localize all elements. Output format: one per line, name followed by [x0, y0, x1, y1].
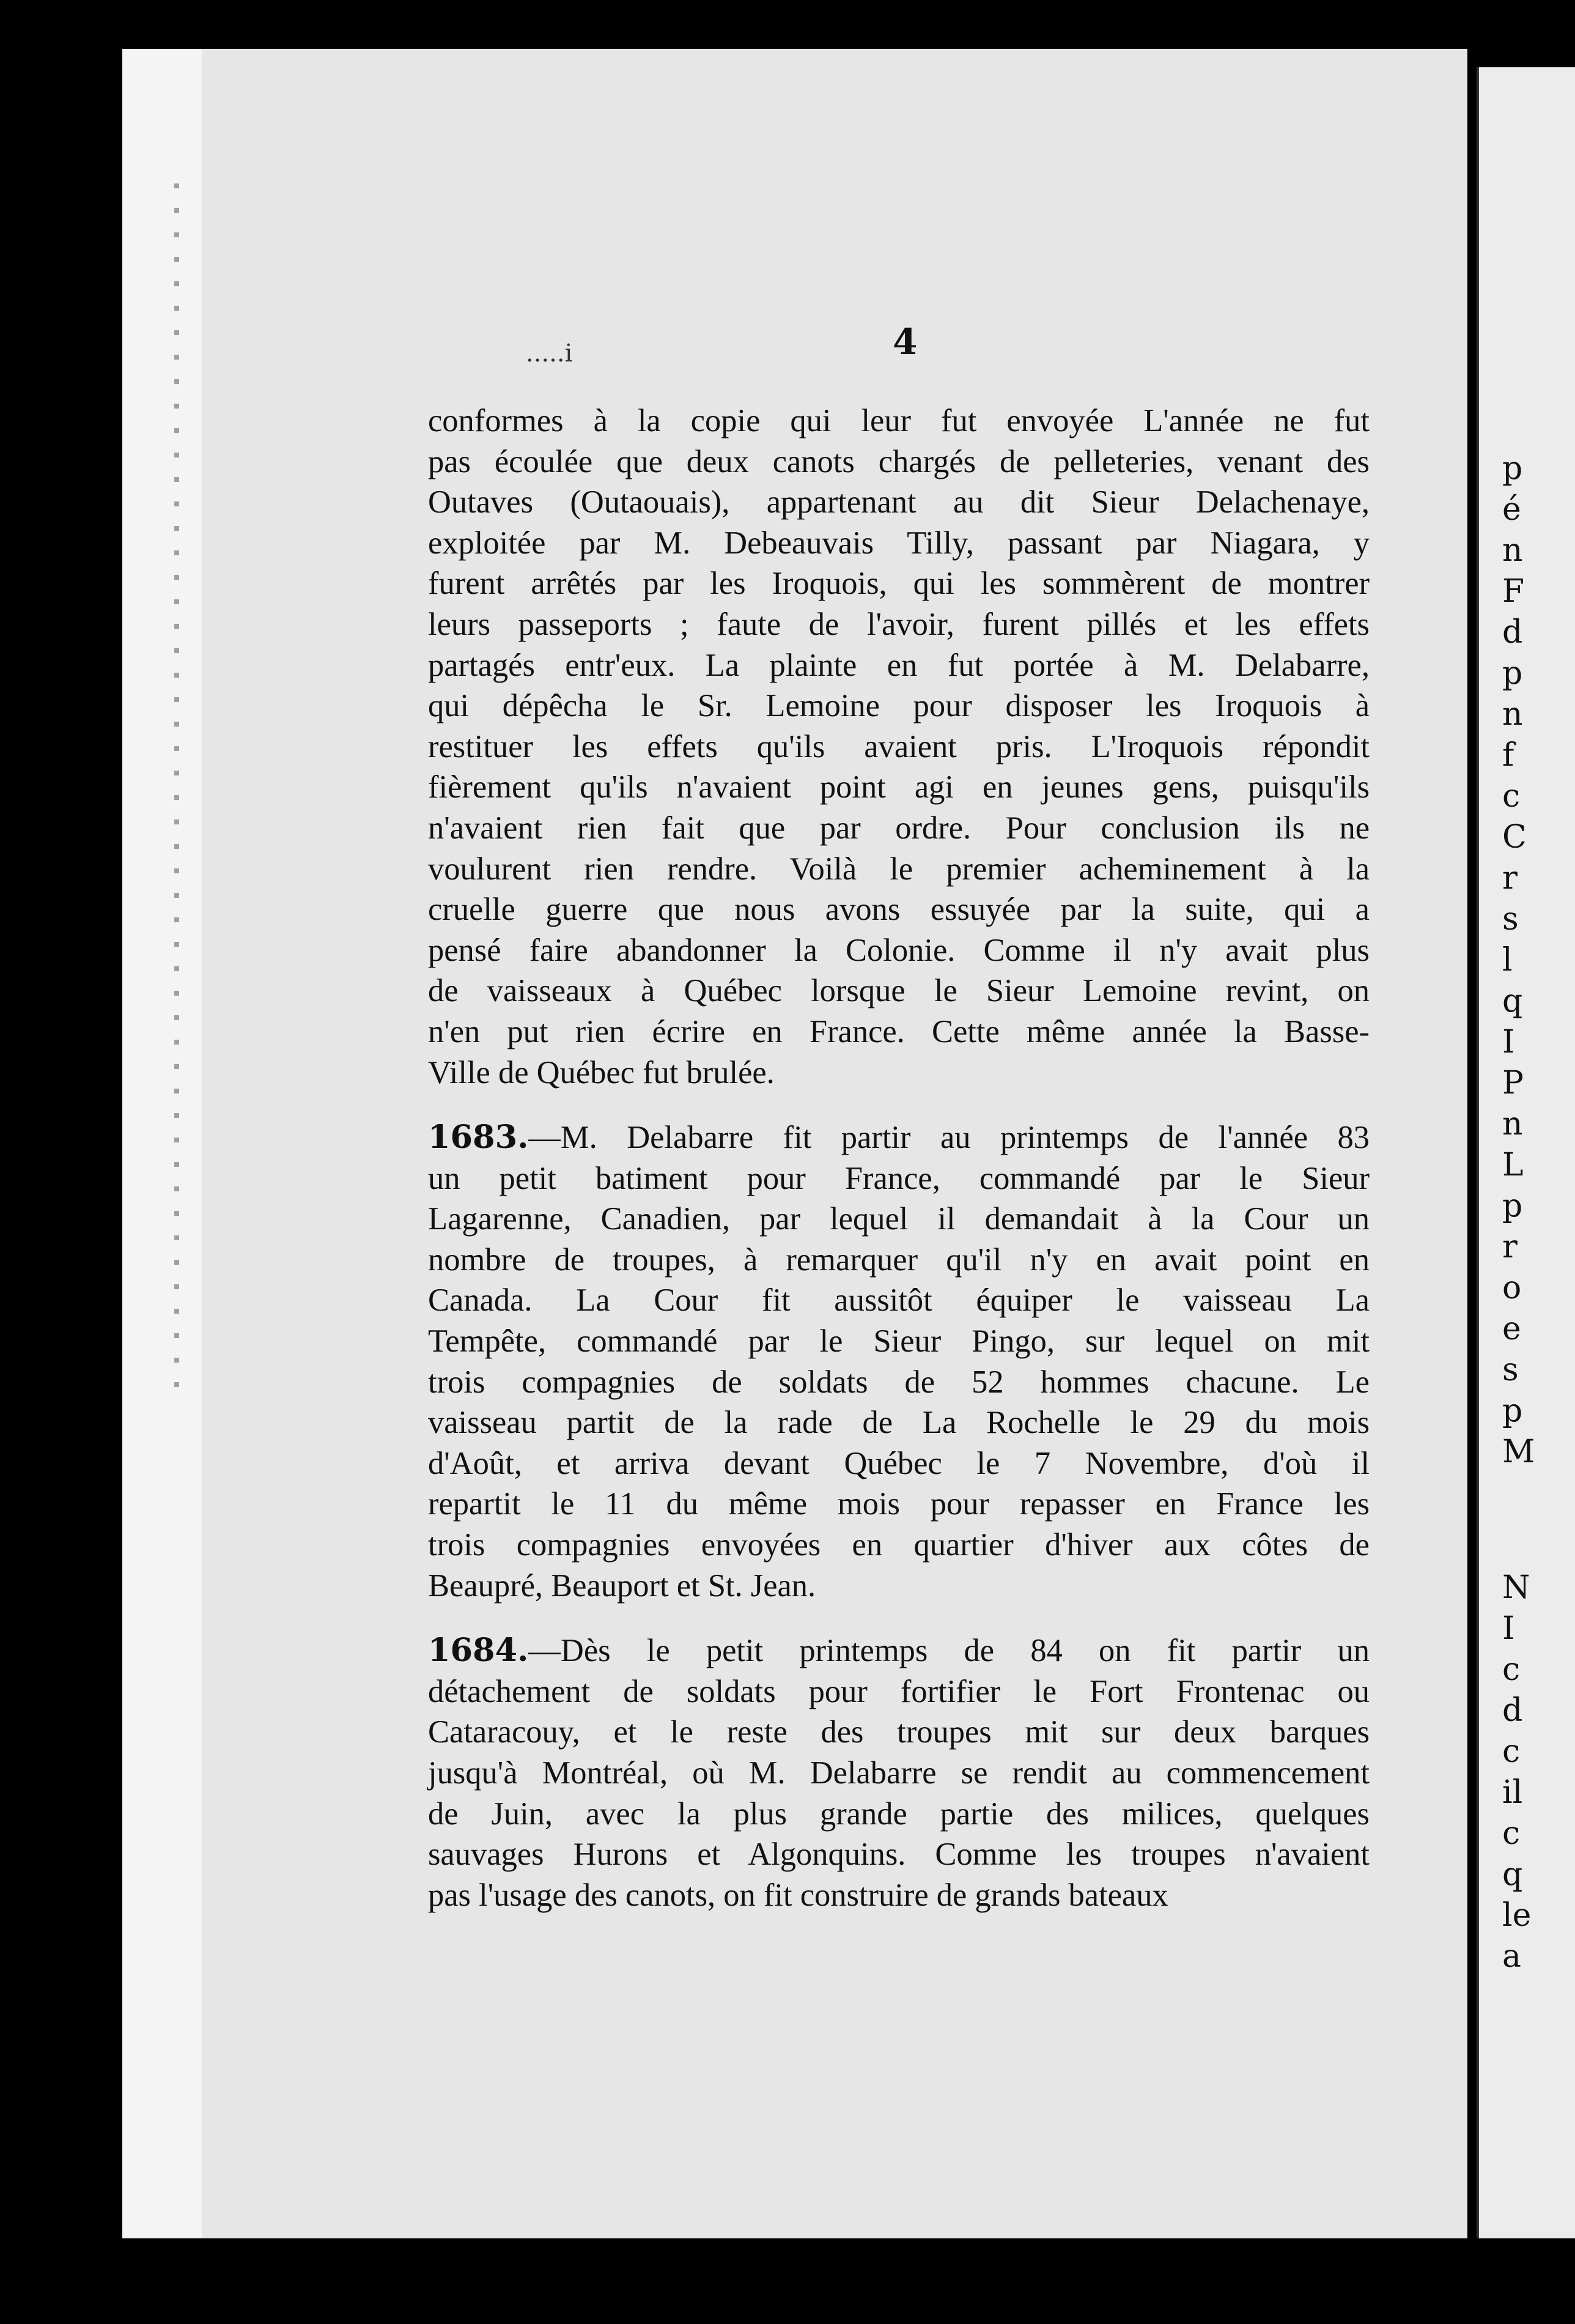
next-page-letter: p — [1502, 655, 1523, 692]
next-page-letter: I — [1502, 1610, 1515, 1647]
next-page-letter: q — [1502, 1856, 1523, 1893]
line-text: de vaisseaux à Québec lorsque le Sieur Lemoine revint, on — [428, 973, 1370, 1009]
text-line — [428, 727, 1370, 768]
text-line — [428, 442, 1370, 483]
line-text: Outaves (Outaouais), appartenant au dit Sieur Delachenaye, — [428, 484, 1370, 520]
text-line — [428, 1158, 1370, 1199]
next-page-letter: a — [1502, 1938, 1522, 1975]
line-text: détachement de soldats pour fortifier le Fort Frontenac ou — [428, 1673, 1370, 1709]
line-text: partagés entr'eux. La plainte en fut portée à M. Delabarre, — [428, 647, 1370, 683]
text-line — [428, 1321, 1370, 1362]
text-line — [428, 971, 1370, 1012]
paragraph — [428, 1117, 1370, 1606]
next-page-letter: n — [1502, 696, 1523, 733]
line-text: —M. Delabarre fit partir au printemps de l'année 83 — [528, 1120, 1370, 1156]
line-text: voulurent rien rendre. Voilà le premier acheminement à la — [428, 851, 1370, 887]
next-page-letter: F — [1502, 573, 1525, 610]
text-line — [428, 1712, 1370, 1753]
line-text: repartit le 11 du même mois pour repasser en France les — [428, 1486, 1370, 1522]
next-page-edge — [1477, 67, 1575, 2238]
text-line — [428, 523, 1370, 564]
text-line — [428, 808, 1370, 849]
text-line — [428, 1012, 1370, 1053]
line-text: Cataracouy, et le reste des troupes mit sur deux barques — [428, 1714, 1370, 1750]
paragraph-gap — [428, 1606, 1370, 1630]
year-heading: 1684. — [428, 1632, 529, 1670]
next-page-letter: P — [1502, 1065, 1524, 1101]
line-text: trois compagnies envoyées en quartier d'hiver aux côtes de — [428, 1527, 1370, 1563]
text-line — [428, 1402, 1370, 1443]
line-text: un petit batiment pour France, commandé par le Sieur — [428, 1160, 1370, 1196]
year-heading: 1683. — [428, 1119, 529, 1156]
text-line — [428, 1566, 1370, 1607]
line-text: pensé faire abandonner la Colonie. Comme il n'y avait plus — [428, 932, 1370, 968]
line-text: leurs passeports ; faute de l'avoir, furent pillés et les effets — [428, 606, 1370, 642]
line-text: sauvages Hurons et Algonquins. Comme les troupes n'avaient — [428, 1837, 1370, 1873]
text-line — [428, 1280, 1370, 1321]
line-text: qui dépêcha le Sr. Lemoine pour disposer les Iroquois à — [428, 688, 1370, 724]
line-text: furent arrêtés par les Iroquois, qui les sommèrent de montrer — [428, 566, 1370, 602]
next-page-letter: L — [1502, 1147, 1524, 1183]
next-page-letter: c — [1502, 1651, 1521, 1688]
text-line — [428, 1484, 1370, 1525]
line-text: pas écoulée que deux canots chargés de pelleteries, venant des — [428, 443, 1370, 479]
text-line — [428, 1753, 1370, 1794]
next-page-letter: le — [1502, 1897, 1532, 1934]
next-page-letter: e — [1502, 1311, 1521, 1347]
page-number: 4 — [893, 321, 918, 363]
line-text: Canada. La Cour fit aussitôt équiper le vaisseau La — [428, 1282, 1370, 1319]
next-page-letter: c — [1502, 778, 1521, 815]
paragraph — [428, 1630, 1370, 1915]
text-line — [428, 1362, 1370, 1403]
text-line — [428, 645, 1370, 686]
line-text: d'Août, et arriva devant Québec le 7 Novembre, d'où il — [428, 1445, 1370, 1481]
text-line — [428, 686, 1370, 727]
text-line — [428, 563, 1370, 604]
text-line — [428, 1117, 1370, 1158]
line-text: Lagarenne, Canadien, par lequel il demandait à la Cour un — [428, 1201, 1370, 1237]
paragraph-gap — [428, 1093, 1370, 1117]
next-page-letter: d — [1502, 614, 1523, 651]
line-text: fièrement qu'ils n'avaient point agi en jeunes gens, puisqu'ils — [428, 769, 1370, 805]
text-line — [428, 604, 1370, 645]
line-text: pas l'usage des canots, on fit construire de grands bateaux — [428, 1877, 1168, 1913]
next-page-letter: p — [1502, 1188, 1523, 1224]
next-page-letter: o — [1502, 1270, 1522, 1306]
next-page-letter: q — [1502, 983, 1523, 1020]
next-page-letter: r — [1502, 860, 1518, 897]
line-text: n'avaient rien fait que par ordre. Pour conclusion ils ne — [428, 810, 1370, 846]
text-line — [428, 1834, 1370, 1875]
text-line — [428, 889, 1370, 930]
next-page-letter: s — [1502, 1352, 1519, 1388]
text-line — [428, 1671, 1370, 1712]
text-line — [428, 482, 1370, 523]
text-line — [428, 1630, 1370, 1671]
body-text — [428, 401, 1370, 1915]
line-text: vaisseau partit de la rade de La Rochelle le 29 du mois — [428, 1405, 1370, 1441]
line-text: restituer les effets qu'ils avaient pris. L'Iroquois répondit — [428, 728, 1370, 764]
line-text: Tempête, commandé par le Sieur Pingo, sur lequel on mit — [428, 1323, 1370, 1360]
text-line — [428, 1053, 1370, 1094]
next-page-letter: c — [1502, 1733, 1521, 1770]
line-text: conformes à la copie qui leur fut envoyée L'année ne fut — [428, 403, 1370, 439]
line-text: jusqu'à Montréal, où M. Delabarre se rendit au commencement — [428, 1755, 1370, 1791]
next-page-letter: f — [1502, 737, 1514, 774]
text-line — [428, 767, 1370, 808]
next-page-letter: d — [1502, 1692, 1523, 1729]
text-line — [428, 1875, 1370, 1916]
next-page-letter: c — [1502, 1815, 1521, 1852]
next-page-letter: n — [1502, 532, 1523, 569]
line-text: Beaupré, Beauport et St. Jean. — [428, 1567, 816, 1604]
line-text: nombre de troupes, à remarquer qu'il n'y en avait point en — [428, 1242, 1370, 1278]
text-line — [428, 1199, 1370, 1240]
next-page-letter: p — [1502, 450, 1523, 487]
line-text: trois compagnies de soldats de 52 hommes chacune. Le — [428, 1364, 1370, 1400]
line-text: —Dès le petit printemps de 84 on fit partir un — [528, 1633, 1370, 1669]
next-page-letter: s — [1502, 901, 1519, 938]
line-text: exploitée par M. Debeauvais Tilly, passant par Niagara, y — [428, 525, 1370, 561]
paragraph — [428, 401, 1370, 1093]
next-page-letter: N — [1502, 1569, 1530, 1606]
next-page-letter: I — [1502, 1024, 1515, 1060]
next-page-letter: r — [1502, 1229, 1518, 1265]
text-line — [428, 1240, 1370, 1281]
page-mark: .....i — [526, 339, 573, 368]
text-line — [428, 401, 1370, 442]
line-text: n'en put rien écrire en France. Cette même année la Basse- — [428, 1013, 1370, 1049]
next-page-letter: l — [1502, 942, 1513, 979]
text-line — [428, 930, 1370, 971]
next-page-letter: C — [1502, 819, 1527, 856]
text-line — [428, 1794, 1370, 1835]
next-page-letter: p — [1502, 1393, 1523, 1429]
next-page-letter: il — [1502, 1774, 1523, 1811]
line-text: Ville de Québec fut brulée. — [428, 1054, 775, 1090]
text-line — [428, 849, 1370, 890]
line-text: cruelle guerre que nous avons essuyée par la suite, qui a — [428, 892, 1370, 928]
binding-edge — [174, 183, 179, 1407]
text-line — [428, 1443, 1370, 1484]
text-line — [428, 1525, 1370, 1566]
line-text: de Juin, avec la plus grande partie des milices, quelques — [428, 1796, 1370, 1832]
next-page-letter: n — [1502, 1106, 1523, 1142]
next-page-letter: é — [1502, 491, 1521, 528]
next-page-letter: M — [1502, 1434, 1535, 1470]
left-page-margin — [122, 49, 204, 2238]
